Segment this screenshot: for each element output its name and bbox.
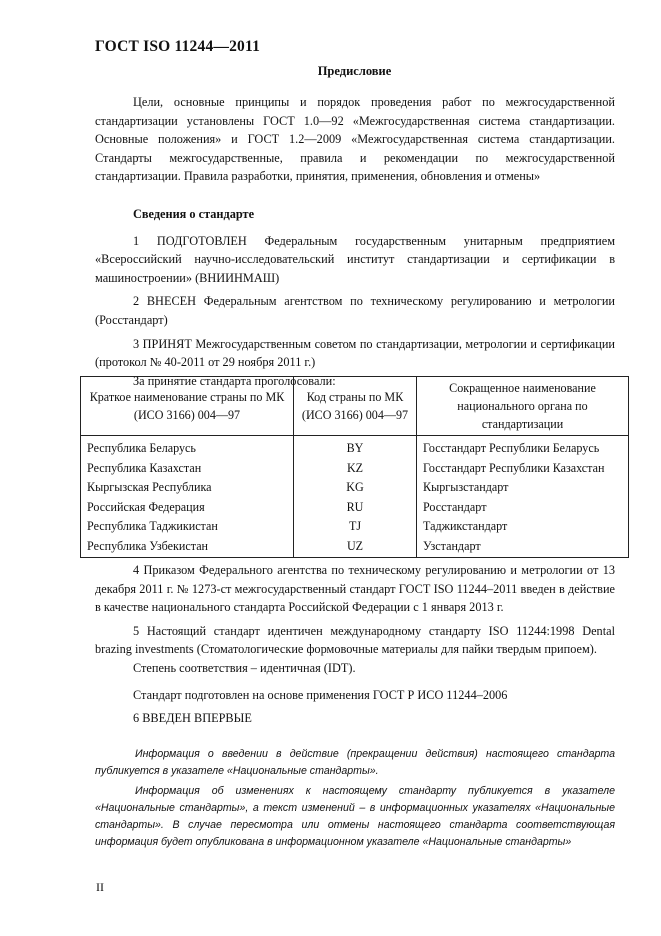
item-5: 5 Настоящий стандарт идентичен международному стандарту ISO 11244:1998 Dental brazing investments (Стоматологические формовочные материалы для пайки твердым припоем). <box>95 623 615 657</box>
table-row <box>81 478 629 498</box>
table-cell-code: KZ <box>294 459 417 479</box>
table-cell-body: Росстандарт <box>417 498 629 518</box>
table-cell-body: Узстандарт <box>417 537 629 557</box>
table-row <box>81 537 629 557</box>
item-4: 4 Приказом Федерального агентства по техническому регулированию и метрологии от 13 декабря 2011 г. № 1273-ст межгосударственный стандарт ГОСТ ISO 11244–2011 введен в действие в качестве национального стандарта Российской Федерации с 1 января 2013 г. <box>95 563 615 615</box>
table-cell-country: Кыргызская Республика <box>81 478 294 498</box>
voting-table <box>80 376 629 558</box>
info-vote-intro: За принятие стандарта проголосовали: <box>133 373 336 388</box>
item-5-basis: Стандарт подготовлен на основе применения ГОСТ Р ИСО 11244–2006 <box>133 687 508 702</box>
table-row <box>81 459 629 479</box>
foreword-block <box>95 93 615 186</box>
table-cell-body: Госстандарт Республики Казахстан <box>417 459 629 479</box>
item-5-degree: Степень соответствия – идентичная (IDT). <box>133 660 356 675</box>
table-header-code: Код страны по МК (ИСО 3166) 004—97 <box>294 377 417 436</box>
info-item-2: 2 ВНЕСЕН Федеральным агентством по техническому регулированию и метрологии (Росстандарт) <box>95 294 615 327</box>
foreword-title: Предисловие <box>317 64 392 78</box>
table-cell-country: Республика Таджикистан <box>81 517 294 537</box>
table-cell-body: Госстандарт Республики Беларусь <box>417 436 629 459</box>
item-6: 6 ВВЕДЕН ВПЕРВЫЕ <box>133 711 252 726</box>
table-row <box>81 436 629 459</box>
table-cell-code: UZ <box>294 537 417 557</box>
table-row <box>81 517 629 537</box>
standard-info-block <box>95 205 615 390</box>
table-cell-code: BY <box>294 436 417 459</box>
table-row <box>81 498 629 518</box>
table-cell-body: Таджикстандарт <box>417 517 629 537</box>
foreword-text: Цели, основные принципы и порядок проведения работ по межгосударственной стандартизации установлены ГОСТ 1.0—92 «Межгосударственная система стандартизации. Основные положения» и ГОСТ 1.2—2009 «Межгосударственная система стандартизации. Стандарты межгосударственные, правила и рекомендации по межгосударственной стандартизации. Правила разработки, принятия, применения, обновления и отмены» <box>95 95 615 184</box>
table-header-body: Сокращенное наименование национального органа по стандартизации <box>417 377 629 436</box>
notes-block <box>95 746 615 851</box>
table-cell-code: KG <box>294 478 417 498</box>
info-item-3: 3 ПРИНЯТ Межгосударственным советом по стандартизации, метрологии и сертификации (протокол № 40-2011 от 29 ноября 2011 г.) <box>95 336 615 370</box>
table-header-country: Краткое наименование страны по МК (ИСО 3166) 004—97 <box>81 377 294 436</box>
table-cell-country: Республика Казахстан <box>81 459 294 479</box>
table-header-row <box>81 377 629 436</box>
table-cell-country: Российская Федерация <box>81 498 294 518</box>
info-title: Сведения о стандарте <box>133 207 255 221</box>
note-2: Информация об изменениях к настоящему стандарту публикуется в указателе «Национальные стандарты», а текст изменений – в информационных указателях «Национальные стандарты». В случае пересмотра или отмены настоящего стандарта соответствующая информация будет опубликована в информационном указателе «Национальные стандарты» <box>95 785 615 848</box>
info-item-1: 1 ПОДГОТОВЛЕН Федеральным государственным унитарным предприятием «Всероссийский научно-исследовательский институт стандартизации и сертификации в машиностроении» (ВНИИНМАШ) <box>95 233 615 285</box>
note-1: Информация о введении в действие (прекращении действия) настоящего стандарта публикуется в указателе «Национальные стандарты». <box>95 748 615 777</box>
table-cell-code: RU <box>294 498 417 518</box>
page-number: II <box>96 880 104 894</box>
table-cell-country: Республика Узбекистан <box>81 537 294 557</box>
table-cell-body: Кыргызстандарт <box>417 478 629 498</box>
document-header: ГОСТ ISO 11244—2011 <box>95 38 261 55</box>
after-table-block <box>95 561 615 728</box>
table-cell-country: Республика Беларусь <box>81 436 294 459</box>
table-cell-code: TJ <box>294 517 417 537</box>
